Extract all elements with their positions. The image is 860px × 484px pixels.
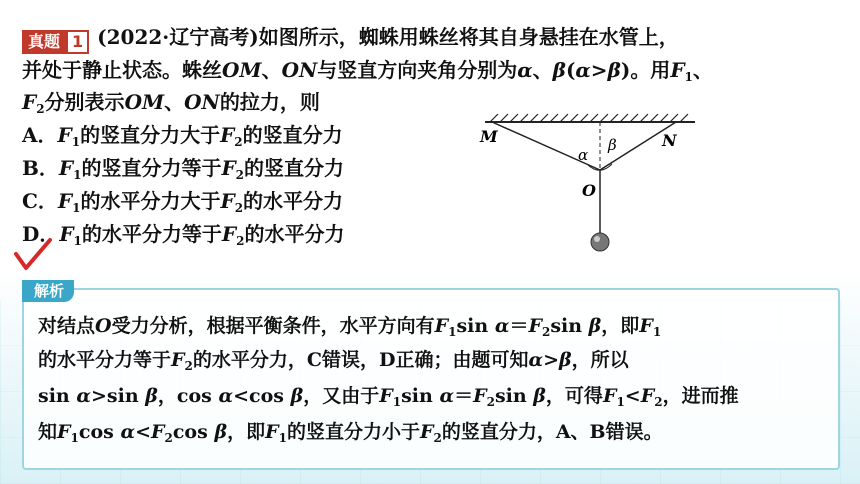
o-label: O xyxy=(95,315,112,337)
f-symbol: F xyxy=(57,123,72,147)
eq: ＝ xyxy=(454,385,474,407)
f-symbol: F xyxy=(22,90,37,114)
paren: ( xyxy=(565,58,576,82)
alpha: α xyxy=(494,315,510,337)
stem-text: 。用 xyxy=(630,58,671,82)
f-symbol: F xyxy=(265,421,279,443)
subscript: 2 xyxy=(486,395,495,409)
alpha: α xyxy=(120,421,136,443)
f-symbol: F xyxy=(434,315,449,337)
question-line-2 xyxy=(22,56,713,91)
stem-text: 与竖直方向夹角分别为 xyxy=(317,58,518,82)
gt-sin: >sin xyxy=(90,385,139,407)
sep: 、 xyxy=(532,58,553,82)
option-letter: B． xyxy=(22,156,59,180)
option-text: 的竖直分力等于 xyxy=(81,156,222,180)
analysis-text: 对结点 xyxy=(38,315,96,337)
option-letter: D． xyxy=(22,222,60,246)
subscript: 2 xyxy=(184,359,193,373)
label-m: M xyxy=(480,127,498,146)
stem-text: 分别表示 xyxy=(44,90,125,114)
option-letter: C． xyxy=(22,189,58,213)
f-symbol: F xyxy=(151,421,165,443)
beta: β xyxy=(145,385,158,407)
analysis-line-2 xyxy=(38,346,629,380)
analysis-line-4 xyxy=(38,418,663,452)
analysis-text: 的水平分力，C错误，D正确；由题可知 xyxy=(192,349,529,371)
question-badge xyxy=(22,30,89,54)
cos: ，cos xyxy=(157,385,212,407)
option-text: 的水平分力大于 xyxy=(80,189,221,213)
option-text: 的水平分力 xyxy=(244,222,345,246)
f-symbol: F xyxy=(379,385,393,407)
beta: β xyxy=(588,315,602,337)
question-stem-1: 如图所示，蜘蛛用蛛丝将其自身悬挂在水管上， xyxy=(258,25,679,49)
sin: sin xyxy=(401,385,433,407)
sin: sin xyxy=(494,385,527,407)
checkmark-icon xyxy=(14,238,52,272)
pipe-ceiling xyxy=(485,114,695,122)
option-b[interactable] xyxy=(22,154,344,189)
option-text: 的竖直分力 xyxy=(244,156,345,180)
spider-ball xyxy=(591,233,609,251)
analysis-text: 的竖直分力，A、B错误。 xyxy=(441,421,663,443)
option-text: 的水平分力等于 xyxy=(81,222,222,246)
lt: < xyxy=(624,385,641,407)
f-symbol: F xyxy=(220,189,235,213)
gt: > xyxy=(543,349,560,371)
question-source: (2022·辽宁高考) xyxy=(97,25,259,49)
label-n: N xyxy=(662,131,677,150)
subscript: 2 xyxy=(36,102,45,116)
lt-cos: <cos xyxy=(233,385,284,407)
analysis-text: ，可得 xyxy=(545,385,603,407)
lt: < xyxy=(135,421,151,443)
subscript: 2 xyxy=(654,395,663,409)
beta: β xyxy=(552,58,566,82)
badge-number: 1 xyxy=(66,30,89,54)
sep: 、 xyxy=(261,58,282,82)
gt: > xyxy=(590,58,608,82)
f-symbol: F xyxy=(221,222,237,246)
subscript: 1 xyxy=(448,325,457,339)
analysis-text: ，所以 xyxy=(571,349,629,371)
f-symbol: F xyxy=(171,349,185,371)
f-symbol: F xyxy=(419,421,434,443)
f-symbol: F xyxy=(58,156,74,180)
subscript: 2 xyxy=(234,135,243,149)
sin: sin xyxy=(456,315,489,337)
analysis-text: ，即 xyxy=(601,315,640,337)
analysis-text: ，进而推 xyxy=(662,385,739,407)
subscript: 1 xyxy=(684,70,693,84)
subscript: 1 xyxy=(72,201,81,215)
eq: ＝ xyxy=(509,315,529,337)
option-letter: A． xyxy=(22,123,58,147)
subscript: 1 xyxy=(73,234,82,248)
analysis-text: 受力分析，根据平衡条件，水平方向有 xyxy=(111,315,435,337)
analysis-text: ，又由于 xyxy=(303,385,380,407)
badge-label: 真题 xyxy=(22,30,66,54)
f-symbol: F xyxy=(59,222,74,246)
option-c[interactable] xyxy=(22,187,343,222)
f-symbol: F xyxy=(57,189,73,213)
stem-text: 并处于静止状态。蛛丝 xyxy=(22,58,222,82)
beta: β xyxy=(607,58,621,82)
sin: sin xyxy=(550,315,583,337)
alpha: α xyxy=(76,385,91,407)
sep: 、 xyxy=(164,90,185,114)
on-label: ON xyxy=(184,90,220,114)
sep: 、 xyxy=(692,58,713,82)
beta: β xyxy=(533,385,546,407)
label-o: O xyxy=(582,181,596,200)
question-line-3 xyxy=(22,88,320,123)
label-beta: β xyxy=(608,136,617,154)
beta: β xyxy=(559,349,572,371)
beta: β xyxy=(290,385,304,407)
cos: cos xyxy=(172,421,208,443)
alpha: α xyxy=(439,385,455,407)
sin: sin xyxy=(38,385,70,407)
alpha: α xyxy=(528,349,544,371)
f-symbol: F xyxy=(640,385,655,407)
analysis-line-1 xyxy=(38,312,661,346)
option-d[interactable] xyxy=(22,220,344,255)
subscript: 2 xyxy=(164,431,173,445)
option-text: 的竖直分力 xyxy=(242,123,343,147)
f-symbol: F xyxy=(57,421,71,443)
f-symbol: F xyxy=(221,156,236,180)
subscript: 1 xyxy=(652,325,662,339)
subscript: 2 xyxy=(236,234,245,248)
analysis-text: 的竖直分力小于 xyxy=(286,421,420,443)
analysis-text: ，即 xyxy=(227,421,266,443)
paren: ) xyxy=(620,58,631,82)
alpha: α xyxy=(575,58,591,82)
om-label: OM xyxy=(124,90,165,114)
f-symbol: F xyxy=(473,385,487,407)
f-symbol: F xyxy=(220,123,235,147)
label-alpha: α xyxy=(578,146,589,164)
subscript: 2 xyxy=(433,431,442,445)
beta: β xyxy=(214,421,228,443)
analysis-text: 的水平分力等于 xyxy=(38,349,172,371)
f-symbol: F xyxy=(670,58,685,82)
alpha: α xyxy=(218,385,234,407)
option-text: 的水平分力 xyxy=(243,189,344,213)
om-label: OM xyxy=(222,58,262,82)
stem-text: 的拉力，则 xyxy=(219,90,320,114)
spider-figure xyxy=(470,108,710,268)
subscript: 2 xyxy=(235,168,245,182)
ball-highlight xyxy=(594,236,600,242)
subscript: 2 xyxy=(234,201,244,215)
subscript: 1 xyxy=(71,135,81,149)
subscript: 2 xyxy=(541,325,551,339)
on-label: ON xyxy=(281,58,318,82)
subscript: 1 xyxy=(392,395,402,409)
option-a[interactable] xyxy=(22,121,343,156)
cos: cos xyxy=(78,421,114,443)
f-symbol: F xyxy=(602,385,617,407)
analysis-line-3 xyxy=(38,382,739,416)
alpha: α xyxy=(517,58,533,82)
option-text: 的竖直分力大于 xyxy=(80,123,221,147)
f-symbol: F xyxy=(639,315,653,337)
analysis-text: 知 xyxy=(38,421,58,443)
subscript: 1 xyxy=(278,431,287,445)
analysis-tag: 解析 xyxy=(22,280,74,302)
question-line-1 xyxy=(22,23,679,54)
subscript: 1 xyxy=(73,168,82,182)
subscript: 1 xyxy=(616,395,625,409)
f-symbol: F xyxy=(528,315,542,337)
subscript: 1 xyxy=(70,431,79,445)
